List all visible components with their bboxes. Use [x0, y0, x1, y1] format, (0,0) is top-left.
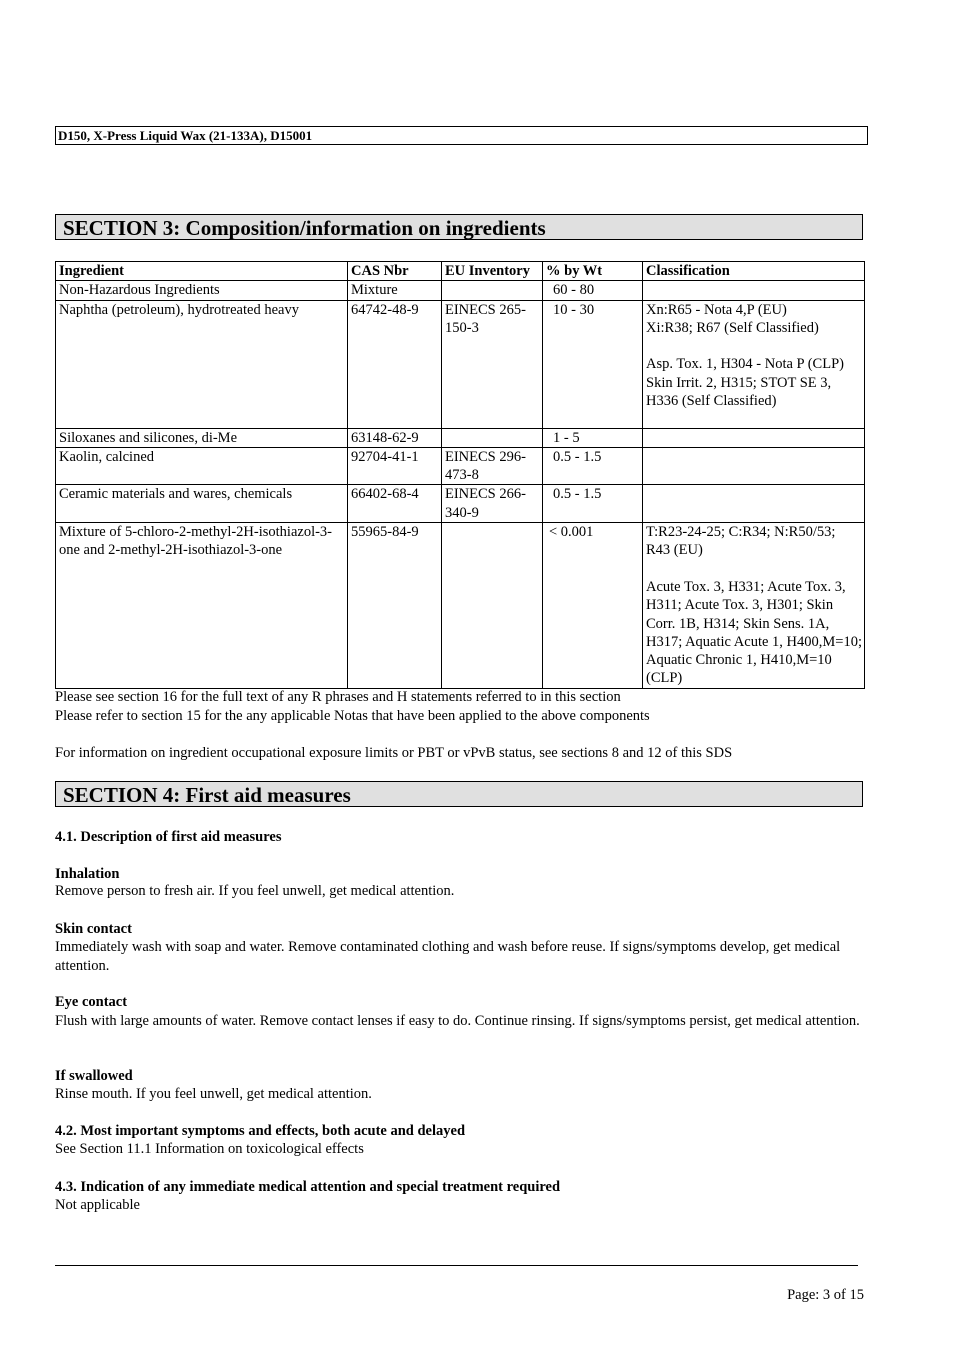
if-swallowed-heading: If swallowed — [55, 1068, 133, 1084]
percent-cell: 1 - 5 — [543, 428, 643, 447]
section-4-title: SECTION 4: First aid measures — [55, 781, 863, 807]
section-3-title: SECTION 3: Composition/information on ingredients — [55, 214, 863, 240]
note-notas: Please refer to section 15 for the any applicable Notas that have been applied to the above components — [55, 708, 650, 724]
percent-cell: 0.5 - 1.5 — [543, 485, 643, 523]
cas-cell: 55965-84-9 — [348, 523, 442, 689]
cas-cell: Mixture — [348, 281, 442, 300]
classification-cell: Xn:R65 - Nota 4,P (EU) Xi:R38; R67 (Self Classified) Asp. Tox. 1, H304 - Nota P (CLP) Skin Irrit. 2, H315; STOT SE 3, H336 (Self Classified) — [643, 300, 865, 428]
subsection-4-3-heading: 4.3. Indication of any immediate medical attention and special treatment required — [55, 1179, 561, 1195]
document-header: D150, X-Press Liquid Wax (21-133A), D15001 — [55, 126, 868, 145]
skin-contact-text: Immediately wash with soap and water. Remove contaminated clothing and wash before reuse. If signs/symptoms develop, get medical attention. — [55, 939, 841, 974]
percent-cell: < 0.001 — [543, 523, 643, 689]
cas-cell: 63148-62-9 — [348, 428, 442, 447]
eu-cell — [442, 523, 543, 689]
classification-cell: T:R23-24-25; C:R34; N:R50/53; R43 (EU) Acute Tox. 3, H331; Acute Tox. 3, H311; Acute Tox. 3, H301; Skin Corr. 1B, H314; Skin Sens. 1A, H317; Aquatic Acute 1, H400,M=10; Aquatic Chronic 1, H410,M=10 (CLP) — [643, 523, 865, 689]
inhalation-heading: Inhalation — [55, 866, 120, 882]
table-row — [56, 523, 865, 689]
eu-cell — [442, 281, 543, 300]
ingredient-cell: Mixture of 5-chloro-2-methyl-2H-isothiazol-3-one and 2-methyl-2H-isothiazol-3-one — [56, 523, 348, 689]
table-row — [56, 485, 865, 523]
ingredient-cell: Non-Hazardous Ingredients — [56, 281, 348, 300]
table-row — [56, 447, 865, 485]
column-header-percent: % by Wt — [543, 262, 643, 281]
subsection-4-2-heading: 4.2. Most important symptoms and effects, both acute and delayed — [55, 1123, 466, 1139]
ingredient-cell: Kaolin, calcined — [56, 447, 348, 485]
table-row — [56, 428, 865, 447]
subsection-4-3-text: Not applicable — [55, 1197, 140, 1213]
subsection-4-2-text: See Section 11.1 Information on toxicological effects — [55, 1141, 364, 1157]
classification-cell — [643, 447, 865, 485]
classification-cell — [643, 428, 865, 447]
cas-cell: 64742-48-9 — [348, 300, 442, 428]
percent-cell: 0.5 - 1.5 — [543, 447, 643, 485]
eu-cell: EINECS 266-340-9 — [442, 485, 543, 523]
table-row — [56, 281, 865, 300]
ingredients-table — [55, 261, 865, 689]
ingredient-cell: Siloxanes and silicones, di-Me — [56, 428, 348, 447]
eye-contact-text: Flush with large amounts of water. Remove contact lenses if easy to do. Continue rinsing. If signs/symptoms persist, get medical attention. — [55, 1013, 860, 1029]
table-header-row — [56, 262, 865, 281]
column-header-eu-inventory: EU Inventory — [442, 262, 543, 281]
cas-cell: 66402-68-4 — [348, 485, 442, 523]
classification-cell — [643, 485, 865, 523]
cas-cell: 92704-41-1 — [348, 447, 442, 485]
column-header-ingredient: Ingredient — [56, 262, 348, 281]
table-row — [56, 300, 865, 428]
classification-cell — [643, 281, 865, 300]
eu-cell: EINECS 296-473-8 — [442, 447, 543, 485]
footer-divider — [55, 1265, 858, 1266]
eu-cell — [442, 428, 543, 447]
ingredient-cell: Naphtha (petroleum), hydrotreated heavy — [56, 300, 348, 428]
ingredient-cell: Ceramic materials and wares, chemicals — [56, 485, 348, 523]
subsection-4-1-heading: 4.1. Description of first aid measures — [55, 829, 282, 845]
column-header-classification: Classification — [643, 262, 865, 281]
page-number: Page: 3 of 15 — [787, 1287, 864, 1303]
percent-cell: 10 - 30 — [543, 300, 643, 428]
eye-contact-heading: Eye contact — [55, 994, 128, 1010]
note-r-phrases: Please see section 16 for the full text of any R phrases and H statements referred to in this section — [55, 689, 621, 705]
inhalation-text: Remove person to fresh air. If you feel unwell, get medical attention. — [55, 883, 455, 899]
percent-cell: 60 - 80 — [543, 281, 643, 300]
note-exposure-limits: For information on ingredient occupational exposure limits or PBT or vPvB status, see sections 8 and 12 of this SDS — [55, 745, 733, 761]
column-header-cas: CAS Nbr — [348, 262, 442, 281]
skin-contact-heading: Skin contact — [55, 921, 132, 937]
eu-cell: EINECS 265-150-3 — [442, 300, 543, 428]
if-swallowed-text: Rinse mouth. If you feel unwell, get medical attention. — [55, 1086, 372, 1102]
